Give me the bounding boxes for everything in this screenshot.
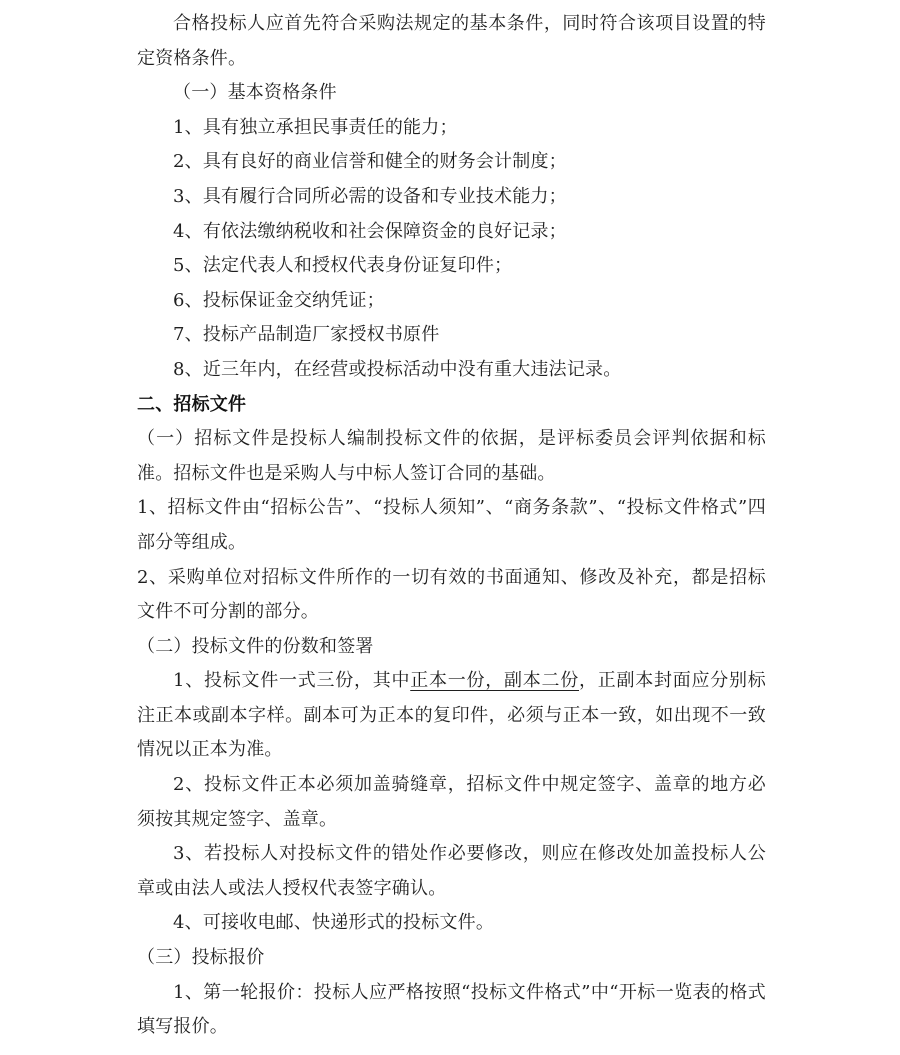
copies-item-1: [137, 664, 766, 768]
text-run: 1、招标文件由“招标公告”、“投标人须知”、“商务条款”、“投标文件格式”四部分等组成。: [137, 497, 766, 553]
subheading-bid-price: [137, 941, 766, 976]
text-run: 4、可接收电邮、快递形式的投标文件。: [173, 912, 495, 934]
qualification-item-2: [137, 145, 766, 180]
text-run: 2、具有良好的商业信誉和健全的财务会计制度；: [173, 151, 567, 173]
underlined-text: 正本一份，副本二份: [410, 670, 580, 692]
text-run: 2、采购单位对招标文件所作的一切有效的书面通知、修改及补充，都是招标文件不可分割的部分。: [137, 566, 766, 623]
text-run: （二）投标文件的份数和签署: [137, 635, 374, 657]
text-run: 3、具有履行合同所必需的设备和专业技术能力；: [173, 185, 567, 207]
qualification-item-5: [137, 249, 766, 284]
text-run: （一）招标文件是投标人编制投标文件的依据，是评标委员会评判依据和标准。招标文件也是采购人与中标人签订合同的基础。: [137, 428, 766, 484]
text-run: 1、投标文件一式三份，其中: [173, 670, 411, 692]
text-run: 4、有依法缴纳税收和社会保障资金的良好记录；: [173, 220, 567, 242]
qualification-item-7: [137, 318, 766, 353]
text-run: 5、法定代表人和授权代表身份证复印件；: [173, 255, 513, 277]
text-run: 8、近三年内，在经营或投标活动中没有重大违法记录。: [173, 358, 622, 380]
text-run: 合格投标人应首先符合采购法规定的基本条件，同时符合该项目设置的特定资格条件。: [137, 13, 766, 69]
qualification-item-4: [137, 215, 766, 250]
text-run: 2、投标文件正本必须加盖骑缝章，招标文件中规定签字、盖章的地方必须按其规定签字、盖章。: [137, 774, 766, 830]
subheading-basic-qualifications: [137, 76, 766, 111]
copies-item-3: [137, 837, 766, 906]
intro-paragraph: [137, 7, 766, 76]
text-run: 7、投标产品制造厂家授权书原件: [173, 324, 440, 346]
text-run: 6、投标保证金交纳凭证；: [173, 289, 385, 311]
text-run: 3、若投标人对投标文件的错处作必要修改，则应在修改处加盖投标人公章或由法人或法人授权代表签字确认。: [137, 843, 766, 899]
text-run: ，正副本封面应分别标注正本或副本字样。副本可为正本的复印件，必须与正本一致，如出现不一致情况以正本为准。: [137, 670, 766, 761]
copies-item-4: [137, 906, 766, 941]
qualification-item-8: [137, 353, 766, 388]
text-run: 二、招标文件: [137, 393, 247, 415]
bid-documents-composition: [137, 491, 766, 560]
subheading-copies-and-signing: [137, 630, 766, 665]
bid-documents-para-1: [137, 422, 766, 491]
text-run: 1、第一轮报价：投标人应严格按照“投标文件格式”中“开标一览表的格式填写报价。: [137, 981, 766, 1038]
bid-documents-amendments: [137, 561, 766, 630]
text-run: （三）投标报价: [137, 947, 265, 969]
qualification-item-3: [137, 180, 766, 215]
qualification-item-1: [137, 111, 766, 146]
bid-price-item-1: [137, 976, 766, 1045]
section-heading-bid-documents: [137, 388, 766, 423]
text-run: 1、具有独立承担民事责任的能力；: [173, 116, 458, 138]
qualification-item-6: [137, 284, 766, 319]
copies-item-2: [137, 768, 766, 837]
text-run: （一）基本资格条件: [173, 82, 337, 104]
